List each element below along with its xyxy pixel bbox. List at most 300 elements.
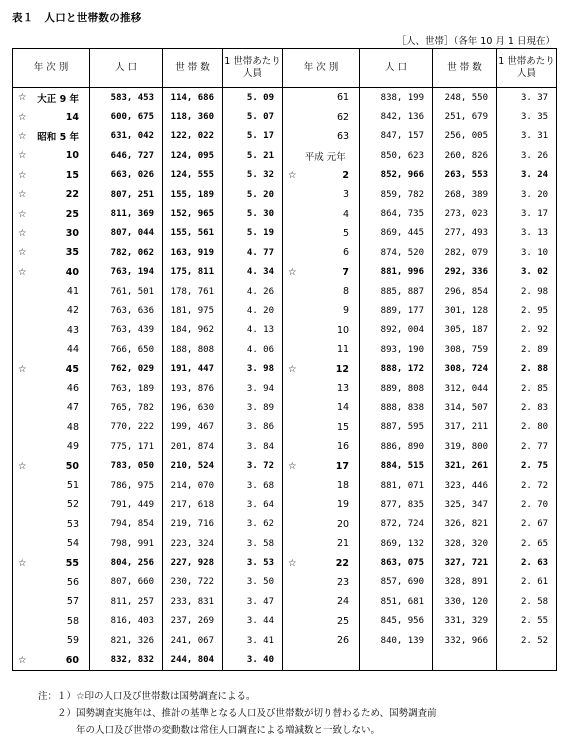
census-star-icon: ☆ <box>13 553 32 572</box>
footnote-3: 年の人口及び世帯の変動数は常住人口調査による増減数と一致しない。 <box>38 725 381 736</box>
header-households-left: 世 帯 数 <box>163 49 223 88</box>
census-star-icon <box>283 379 302 398</box>
year-cell: 12 <box>302 359 360 378</box>
year-cell: 57 <box>32 592 90 611</box>
year-cell: 9 <box>302 301 360 320</box>
census-star-icon <box>283 573 302 592</box>
per-household-cell: 3. 89 <box>223 398 283 417</box>
unit-note: ［人、世帯］（各年 10 月 1 日現在） <box>396 36 555 47</box>
households-cell: 277, 493 <box>433 224 497 243</box>
census-star-icon: ☆ <box>13 243 32 262</box>
population-cell: 838, 199 <box>360 88 433 108</box>
households-cell: 308, 724 <box>433 359 497 378</box>
per-household-cell: 5. 21 <box>223 146 283 165</box>
households-cell: 328, 320 <box>433 534 497 553</box>
census-star-icon: ☆ <box>13 88 32 108</box>
census-star-icon <box>13 476 32 495</box>
population-cell: 766, 650 <box>90 340 163 359</box>
census-star-icon <box>13 573 32 592</box>
year-cell: 44 <box>32 340 90 359</box>
year-cell: 63 <box>302 127 360 146</box>
census-star-icon <box>283 301 302 320</box>
census-star-icon: ☆ <box>13 107 32 126</box>
households-cell: 330, 120 <box>433 592 497 611</box>
table-row <box>13 592 557 611</box>
per-household-cell: 4. 06 <box>223 340 283 359</box>
population-cell: 600, 675 <box>90 107 163 126</box>
households-cell: 227, 928 <box>163 553 223 572</box>
year-cell: 58 <box>32 612 90 631</box>
census-star-icon <box>283 224 302 243</box>
per-household-cell: 3. 40 <box>223 650 283 670</box>
population-cell: 872, 724 <box>360 515 433 534</box>
population-cell: 881, 071 <box>360 476 433 495</box>
population-cell: 807, 251 <box>90 185 163 204</box>
per-household-cell: 2. 70 <box>497 495 557 514</box>
table-row <box>13 204 557 223</box>
year-cell: 49 <box>32 437 90 456</box>
table-row <box>13 437 557 456</box>
per-household-cell: 3. 98 <box>223 359 283 378</box>
year-cell: 46 <box>32 379 90 398</box>
table-row <box>13 301 557 320</box>
table-row <box>13 650 557 670</box>
per-household-cell: 3. 86 <box>223 418 283 437</box>
census-star-icon <box>13 495 32 514</box>
population-cell: 888, 172 <box>360 359 433 378</box>
census-star-icon: ☆ <box>13 127 32 146</box>
year-cell: 50 <box>32 456 90 475</box>
table-row <box>13 166 557 185</box>
census-star-icon <box>283 127 302 146</box>
per-household-cell: 2. 75 <box>497 456 557 475</box>
population-cell: 763, 636 <box>90 301 163 320</box>
census-star-icon <box>283 592 302 611</box>
households-cell: 122, 022 <box>163 127 223 146</box>
year-cell: 54 <box>32 534 90 553</box>
population-cell: 798, 991 <box>90 534 163 553</box>
per-household-cell: 3. 58 <box>223 534 283 553</box>
population-cell: 762, 029 <box>90 359 163 378</box>
population-table <box>12 48 557 671</box>
population-cell: 886, 890 <box>360 437 433 456</box>
households-cell: 312, 044 <box>433 379 497 398</box>
population-cell: 782, 062 <box>90 243 163 262</box>
per-household-cell: 3. 47 <box>223 592 283 611</box>
population-cell: 763, 194 <box>90 263 163 282</box>
census-star-icon <box>13 379 32 398</box>
table-row <box>13 476 557 495</box>
per-household-cell: 2. 89 <box>497 340 557 359</box>
households-cell: 241, 067 <box>163 631 223 650</box>
table-row <box>13 379 557 398</box>
population-cell: 807, 660 <box>90 573 163 592</box>
header-per-household-right: 1 世帯あたり人員 <box>497 49 557 88</box>
population-cell: 888, 838 <box>360 398 433 417</box>
year-cell: 17 <box>302 456 360 475</box>
per-household-cell: 2. 58 <box>497 592 557 611</box>
year-cell: 23 <box>302 573 360 592</box>
households-cell: 188, 808 <box>163 340 223 359</box>
households-cell: 244, 804 <box>163 650 223 670</box>
households-cell: 175, 811 <box>163 263 223 282</box>
households-cell: 178, 761 <box>163 282 223 301</box>
households-cell: 325, 347 <box>433 495 497 514</box>
households-cell: 230, 722 <box>163 573 223 592</box>
year-cell: 56 <box>32 573 90 592</box>
per-household-cell: 2. 85 <box>497 379 557 398</box>
per-household-cell: 3. 68 <box>223 476 283 495</box>
table-row <box>13 418 557 437</box>
census-star-icon <box>283 398 302 417</box>
census-star-icon <box>283 107 302 126</box>
year-cell: 51 <box>32 476 90 495</box>
census-star-icon <box>13 321 32 340</box>
census-star-icon <box>283 650 302 670</box>
per-household-cell: 2. 92 <box>497 321 557 340</box>
census-star-icon: ☆ <box>13 204 32 223</box>
year-cell: 22 <box>302 553 360 572</box>
year-cell: 20 <box>302 515 360 534</box>
per-household-cell: 3. 44 <box>223 612 283 631</box>
per-household-cell: 2. 95 <box>497 301 557 320</box>
population-cell: 821, 326 <box>90 631 163 650</box>
year-cell: 15 <box>302 418 360 437</box>
per-household-cell: 3. 20 <box>497 185 557 204</box>
table-row <box>13 398 557 417</box>
year-cell: 10 <box>32 146 90 165</box>
year-cell: 40 <box>32 263 90 282</box>
year-cell: 25 <box>32 204 90 223</box>
per-household-cell: 5. 32 <box>223 166 283 185</box>
population-cell: 892, 004 <box>360 321 433 340</box>
census-star-icon: ☆ <box>13 263 32 282</box>
households-cell: 237, 269 <box>163 612 223 631</box>
population-cell: 884, 515 <box>360 456 433 475</box>
footnotes <box>38 688 437 739</box>
per-household-cell: 4. 13 <box>223 321 283 340</box>
year-cell: 59 <box>32 631 90 650</box>
census-star-icon: ☆ <box>13 224 32 243</box>
population-cell <box>360 650 433 670</box>
households-cell: 163, 919 <box>163 243 223 262</box>
census-star-icon: ☆ <box>283 263 302 282</box>
table-row <box>13 553 557 572</box>
table-row <box>13 185 557 204</box>
per-household-cell: 3. 10 <box>497 243 557 262</box>
table-row <box>13 573 557 592</box>
population-cell: 811, 257 <box>90 592 163 611</box>
year-cell: 10 <box>302 321 360 340</box>
households-cell: 155, 561 <box>163 224 223 243</box>
households-cell: 314, 507 <box>433 398 497 417</box>
population-cell: 775, 171 <box>90 437 163 456</box>
census-star-icon <box>13 398 32 417</box>
population-cell: 842, 136 <box>360 107 433 126</box>
population-cell: 869, 445 <box>360 224 433 243</box>
year-cell: 55 <box>32 553 90 572</box>
population-cell: 885, 887 <box>360 282 433 301</box>
year-cell: 14 <box>302 398 360 417</box>
per-household-cell: 3. 72 <box>223 456 283 475</box>
population-cell: 877, 835 <box>360 495 433 514</box>
households-cell: 199, 467 <box>163 418 223 437</box>
per-household-cell: 2. 67 <box>497 515 557 534</box>
year-cell: 8 <box>302 282 360 301</box>
per-household-cell: 3. 41 <box>223 631 283 650</box>
households-cell: 305, 187 <box>433 321 497 340</box>
year-cell: 15 <box>32 166 90 185</box>
population-cell: 847, 157 <box>360 127 433 146</box>
footnote-2: ２）国勢調査実施年は、推計の基準となる人口及び世帯数が切り替わるため、国勢調査前 <box>38 708 437 719</box>
households-cell: 260, 826 <box>433 146 497 165</box>
year-cell: 48 <box>32 418 90 437</box>
population-cell: 631, 042 <box>90 127 163 146</box>
per-household-cell: 3. 24 <box>497 166 557 185</box>
table-row <box>13 631 557 650</box>
census-star-icon <box>283 185 302 204</box>
census-star-icon <box>283 243 302 262</box>
census-star-icon <box>283 437 302 456</box>
households-cell: 214, 070 <box>163 476 223 495</box>
households-cell: 118, 360 <box>163 107 223 126</box>
census-star-icon: ☆ <box>13 359 32 378</box>
year-cell: 昭和 5 年 <box>32 127 90 146</box>
year-cell: 47 <box>32 398 90 417</box>
census-star-icon <box>283 88 302 108</box>
year-cell: 22 <box>32 185 90 204</box>
table-title: 表１ 人口と世帯数の推移 <box>12 12 142 24</box>
households-cell: 268, 389 <box>433 185 497 204</box>
per-household-cell: 2. 65 <box>497 534 557 553</box>
population-cell: 663, 026 <box>90 166 163 185</box>
households-cell: 327, 721 <box>433 553 497 572</box>
header-population-right: 人 口 <box>360 49 433 88</box>
population-cell: 804, 256 <box>90 553 163 572</box>
table-row <box>13 224 557 243</box>
census-star-icon <box>13 534 32 553</box>
per-household-cell: 3. 84 <box>223 437 283 456</box>
year-cell: 6 <box>302 243 360 262</box>
per-household-cell: 2. 55 <box>497 612 557 631</box>
households-cell: 256, 005 <box>433 127 497 146</box>
year-cell: 4 <box>302 204 360 223</box>
households-cell: 217, 618 <box>163 495 223 514</box>
per-household-cell: 3. 17 <box>497 204 557 223</box>
per-household-cell: 3. 31 <box>497 127 557 146</box>
households-cell: 233, 831 <box>163 592 223 611</box>
table-row <box>13 107 557 126</box>
population-cell: 881, 996 <box>360 263 433 282</box>
year-cell: 24 <box>302 592 360 611</box>
per-household-cell: 4. 20 <box>223 301 283 320</box>
households-cell: 248, 550 <box>433 88 497 108</box>
households-cell: 308, 759 <box>433 340 497 359</box>
per-household-cell: 3. 02 <box>497 263 557 282</box>
households-cell: 124, 095 <box>163 146 223 165</box>
households-cell: 155, 189 <box>163 185 223 204</box>
per-household-cell: 3. 13 <box>497 224 557 243</box>
per-household-cell: 2. 52 <box>497 631 557 650</box>
year-cell: 大正 9 年 <box>32 88 90 108</box>
households-cell: 328, 891 <box>433 573 497 592</box>
census-star-icon: ☆ <box>283 359 302 378</box>
population-cell: 783, 050 <box>90 456 163 475</box>
per-household-cell <box>497 650 557 670</box>
population-cell: 765, 782 <box>90 398 163 417</box>
per-household-cell: 5. 07 <box>223 107 283 126</box>
table-row <box>13 263 557 282</box>
year-cell: 26 <box>302 631 360 650</box>
population-cell: 845, 956 <box>360 612 433 631</box>
per-household-cell: 5. 20 <box>223 185 283 204</box>
per-household-cell: 4. 34 <box>223 263 283 282</box>
census-star-icon <box>283 418 302 437</box>
population-cell: 864, 735 <box>360 204 433 223</box>
population-cell: 786, 975 <box>90 476 163 495</box>
per-household-cell: 2. 63 <box>497 553 557 572</box>
table-row <box>13 282 557 301</box>
population-cell: 874, 520 <box>360 243 433 262</box>
year-cell: 42 <box>32 301 90 320</box>
table-row <box>13 515 557 534</box>
census-star-icon <box>283 476 302 495</box>
census-star-icon: ☆ <box>283 456 302 475</box>
population-cell: 889, 808 <box>360 379 433 398</box>
table-body <box>13 88 557 671</box>
per-household-cell: 5. 09 <box>223 88 283 108</box>
year-cell: 19 <box>302 495 360 514</box>
census-star-icon: ☆ <box>13 456 32 475</box>
population-cell: 851, 681 <box>360 592 433 611</box>
per-household-cell: 3. 35 <box>497 107 557 126</box>
year-cell: 52 <box>32 495 90 514</box>
table-row <box>13 456 557 475</box>
year-cell: 53 <box>32 515 90 534</box>
households-cell: 201, 874 <box>163 437 223 456</box>
census-star-icon: ☆ <box>13 650 32 670</box>
population-cell: 807, 044 <box>90 224 163 243</box>
year-cell: 平成 元年 <box>302 146 360 165</box>
households-cell: 210, 524 <box>163 456 223 475</box>
census-star-icon <box>283 612 302 631</box>
households-cell: 323, 446 <box>433 476 497 495</box>
table-row <box>13 146 557 165</box>
per-household-cell: 3. 94 <box>223 379 283 398</box>
year-cell: 60 <box>32 650 90 670</box>
census-star-icon <box>13 631 32 650</box>
population-cell: 791, 449 <box>90 495 163 514</box>
year-cell: 18 <box>302 476 360 495</box>
year-cell: 3 <box>302 185 360 204</box>
census-star-icon: ☆ <box>13 185 32 204</box>
table-row <box>13 127 557 146</box>
households-cell: 331, 329 <box>433 612 497 631</box>
population-cell: 887, 595 <box>360 418 433 437</box>
year-cell: 7 <box>302 263 360 282</box>
table-row <box>13 495 557 514</box>
per-household-cell: 2. 80 <box>497 418 557 437</box>
households-cell: 184, 962 <box>163 321 223 340</box>
households-cell: 282, 079 <box>433 243 497 262</box>
per-household-cell: 2. 77 <box>497 437 557 456</box>
households-cell: 124, 555 <box>163 166 223 185</box>
year-cell: 2 <box>302 166 360 185</box>
households-cell: 332, 966 <box>433 631 497 650</box>
households-cell: 152, 965 <box>163 204 223 223</box>
population-cell: 840, 139 <box>360 631 433 650</box>
table-row <box>13 243 557 262</box>
population-cell: 850, 623 <box>360 146 433 165</box>
population-cell: 583, 453 <box>90 88 163 108</box>
households-cell <box>433 650 497 670</box>
population-cell: 857, 690 <box>360 573 433 592</box>
year-cell <box>302 650 360 670</box>
table-row <box>13 340 557 359</box>
census-star-icon: ☆ <box>283 553 302 572</box>
census-star-icon: ☆ <box>283 166 302 185</box>
year-cell: 14 <box>32 107 90 126</box>
population-cell: 869, 132 <box>360 534 433 553</box>
households-cell: 326, 821 <box>433 515 497 534</box>
population-cell: 832, 832 <box>90 650 163 670</box>
table-row <box>13 359 557 378</box>
census-star-icon <box>283 495 302 514</box>
households-cell: 196, 630 <box>163 398 223 417</box>
population-cell: 889, 177 <box>360 301 433 320</box>
households-cell: 292, 336 <box>433 263 497 282</box>
year-cell: 35 <box>32 243 90 262</box>
households-cell: 319, 800 <box>433 437 497 456</box>
footnote-1: 注：１）☆印の人口及び世帯数は国勢調査による。 <box>38 691 256 702</box>
year-cell: 11 <box>302 340 360 359</box>
per-household-cell: 3. 50 <box>223 573 283 592</box>
per-household-cell: 5. 19 <box>223 224 283 243</box>
year-cell: 62 <box>302 107 360 126</box>
per-household-cell: 4. 77 <box>223 243 283 262</box>
census-star-icon <box>283 515 302 534</box>
per-household-cell: 2. 83 <box>497 398 557 417</box>
population-cell: 763, 439 <box>90 321 163 340</box>
census-star-icon <box>13 340 32 359</box>
households-cell: 301, 128 <box>433 301 497 320</box>
per-household-cell: 3. 26 <box>497 146 557 165</box>
header-year-right: 年 次 別 <box>283 49 360 88</box>
census-star-icon <box>283 204 302 223</box>
census-star-icon: ☆ <box>13 146 32 165</box>
table-row <box>13 534 557 553</box>
year-cell: 61 <box>302 88 360 108</box>
year-cell: 43 <box>32 321 90 340</box>
year-cell: 13 <box>302 379 360 398</box>
year-cell: 16 <box>302 437 360 456</box>
households-cell: 263, 553 <box>433 166 497 185</box>
population-cell: 893, 190 <box>360 340 433 359</box>
population-cell: 763, 189 <box>90 379 163 398</box>
per-household-cell: 3. 37 <box>497 88 557 108</box>
census-star-icon <box>13 592 32 611</box>
per-household-cell: 2. 61 <box>497 573 557 592</box>
census-star-icon <box>13 301 32 320</box>
census-star-icon <box>283 534 302 553</box>
year-cell: 45 <box>32 359 90 378</box>
households-cell: 321, 261 <box>433 456 497 475</box>
per-household-cell: 2. 98 <box>497 282 557 301</box>
population-cell: 761, 501 <box>90 282 163 301</box>
header-per-household-left: 1 世帯あたり人員 <box>223 49 283 88</box>
year-cell: 30 <box>32 224 90 243</box>
census-star-icon <box>283 321 302 340</box>
